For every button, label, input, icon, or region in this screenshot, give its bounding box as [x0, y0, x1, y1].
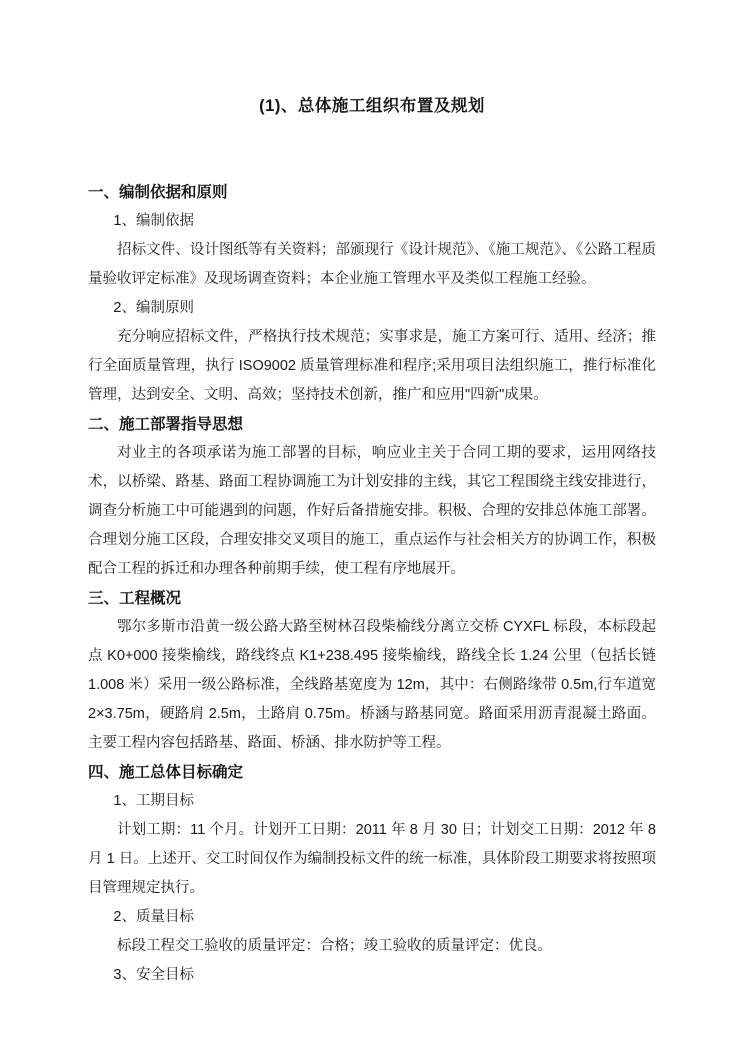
section-heading-4: 四、施工总体目标确定	[88, 764, 244, 781]
subheading-4-1: 1、工期目标	[113, 793, 194, 809]
paragraph-basis: 招标文件、设计图纸等有关资料；部颁现行《设计规范》、《施工规范》、《公路工程质量验收评定标准》及现场调查资料；本企业施工管理水平及类似工程施工经验。	[88, 242, 656, 287]
section-heading-2: 二、施工部署指导思想	[88, 416, 244, 433]
paragraph-principles: 充分响应招标文件，严格执行技术规范；实事求是，施工方案可行、适用、经济；推行全面质量管理，执行 ISO9002 质量管理标准和程序;采用项目法组织施工，推行标准化管理，达到安全、文明、高效；坚持技术创新，推广和应用"四新"成果。	[88, 329, 656, 403]
title-gap	[88, 121, 656, 178]
subheading-4-3: 3、安全目标	[113, 967, 194, 983]
paragraph-schedule-goal: 计划工期：11 个月。计划开工日期：2011 年 8 月 30 日；计划交工日期：2012 年 8 月 1 日。上述开、交工时间仅作为编制投标文件的统一标准，具体阶段工期要求将按照项目管理规定执行。	[88, 822, 656, 896]
section-heading-3: 三、工程概况	[88, 590, 182, 607]
subheading-1-1: 1、编制依据	[113, 213, 194, 229]
paragraph-deployment: 对业主的各项承诺为施工部署的目标，响应业主关于合同工期的要求，运用网络技术，以桥梁、路基、路面工程协调施工为计划安排的主线，其它工程围绕主线安排进行，调查分析施工中可能遇到的问题，作好后备措施安排。积极、合理的安排总体施工部署。合理划分施工区段，合理安排交叉项目的施工，重点运作与社会相关方的协调工作，积极配合工程的拆迁和办理各种前期手续，使工程有序地展开。	[88, 445, 656, 577]
document-title: (1)、总体施工组织布置及规划	[259, 97, 485, 115]
subheading-4-2: 2、质量目标	[113, 909, 194, 925]
subheading-1-2: 2、编制原则	[113, 300, 194, 316]
section-heading-1: 一、编制依据和原则	[88, 184, 228, 201]
paragraph-project-overview: 鄂尔多斯市沿黄一级公路大路至树林召段柴榆线分离立交桥 CYXFL 标段，本标段起点 K0+000 接柴榆线，路线终点 K1+238.495 接柴榆线，路线全长 1.24 公里（包括长链 1.008 米）采用一级公路标准，全线路基宽度为 12m，其中：右侧路缘带 0.5m,行车道宽 2×3.75m，硬路肩 2.5m，土路肩 0.75m。桥涵与路基同宽。路面采用沥青混凝土路面。主要工程内容包括路基、路面、桥涵、排水防护等工程。	[88, 619, 656, 751]
paragraph-quality-goal: 标段工程交工验收的质量评定：合格；竣工验收的质量评定：优良。	[117, 938, 552, 954]
